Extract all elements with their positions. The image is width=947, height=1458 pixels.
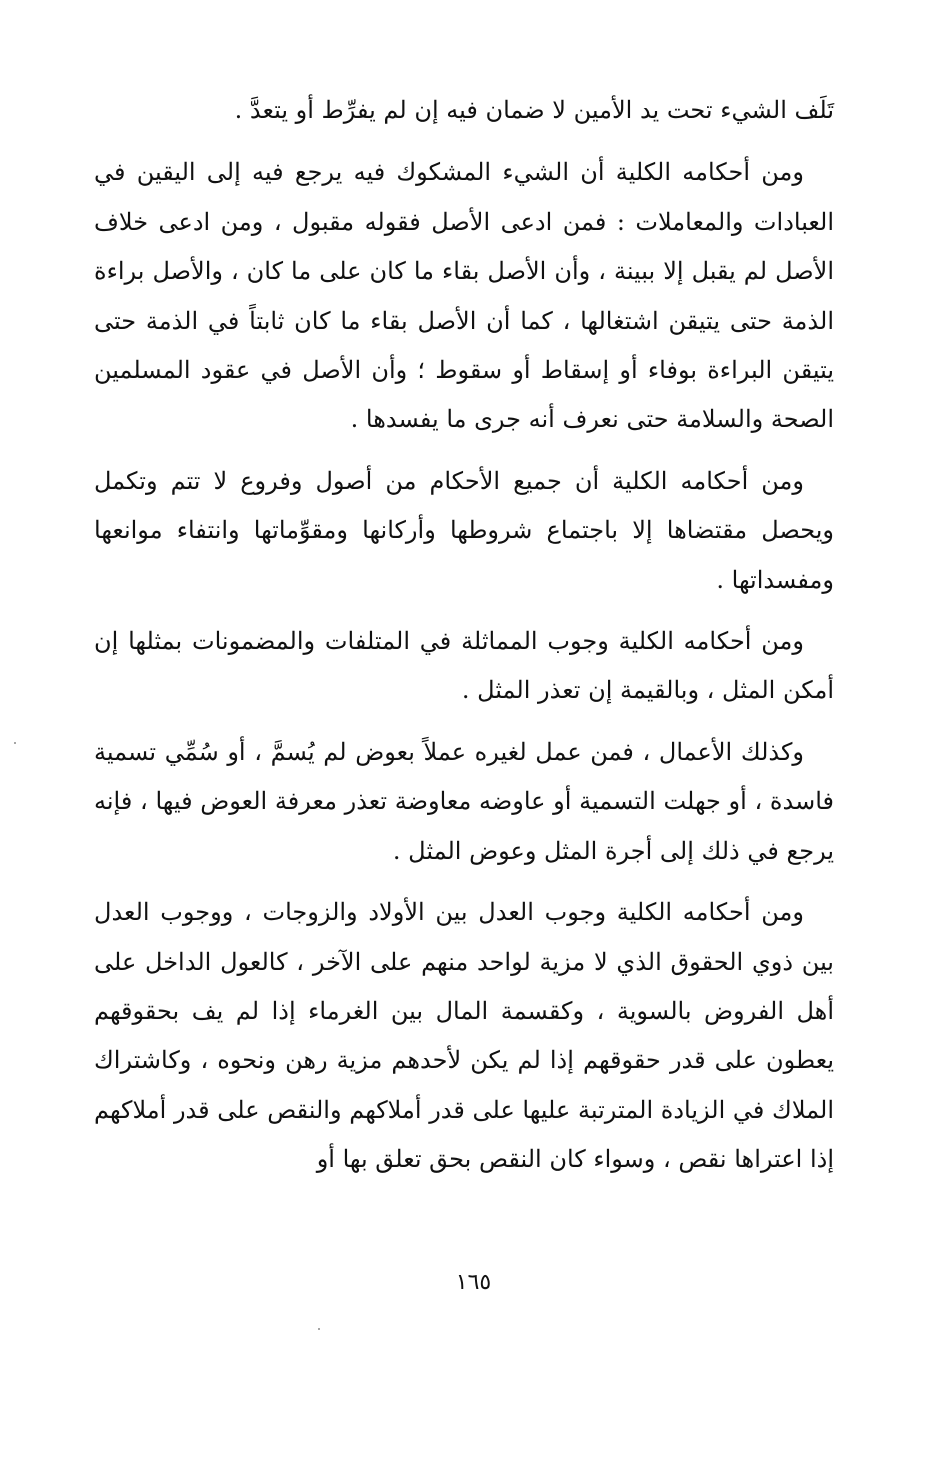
paragraph: ومن أحكامه الكلية أن الشيء المشكوك فيه يرجع فيه إلى اليقين في العبادات والمعاملات : فمن ادعى الأصل فقوله مقبول ، ومن ادعى خلاف الأصل لم يقبل إلا ببينة ، وأن الأصل بقاء ما كان على ما كان ، والأصل براءة الذمة حتى يتيقن اشتغالها ، كما أن الأصل بقاء ما كان ثابتاً في الذمة حتى يتيقن البراءة بوفاء أو إسقاط أو سقوط ؛ وأن الأصل في عقود المسلمين الصحة والسلامة حتى نعرف أنه جرى ما يفسدها . [94, 158, 834, 434]
paragraph: ومن أحكامه الكلية وجوب المماثلة في المتلفات والمضمونات بمثلها إن أمكن المثل ، وبالقيمة إن تعذر المثل . [94, 627, 834, 705]
scan-speck [14, 742, 16, 744]
scan-speck [318, 1328, 320, 1330]
body-text [94, 86, 834, 1197]
paragraph: تَلَف الشيء تحت يد الأمين لا ضمان فيه إن لم يفرِّط أو يتعدَّ . [234, 96, 834, 124]
page-number: ١٦٥ [455, 1270, 492, 1295]
paragraph: وكذلك الأعمال ، فمن عمل لغيره عملاً بعوض لم يُسمَّ ، أو سُمِّي تسمية فاسدة ، أو جهلت التسمية أو عاوضه معاوضة تعذر معرفة العوض فيها ، فإنه يرجع في ذلك إلى أجرة المثل وعوض المثل . [94, 737, 834, 865]
paragraph: ومن أحكامه الكلية وجوب العدل بين الأولاد والزوجات ، ووجوب العدل بين ذوي الحقوق الذي لا مزية لواحد منهم على الآخر ، كالعول الداخل على أهل الفروض بالسوية ، وكقسمة المال بين الغرماء إذا لم يف بحقوقهم يعطون على قدر حقوقهم إذا لم يكن لأحدهم مزية رهن ونحوه ، وكاشتراك الملاك في الزيادة المترتبة عليها على قدر أملاكهم والنقص على قدر أملاكهم إذا اعتراها نقص ، وسواء كان النقص بحق تعلق بها أو [94, 898, 834, 1174]
paragraph: ومن أحكامه الكلية أن جميع الأحكام من أصول وفروع لا تتم وتكمل ويحصل مقتضاها إلا باجتماع شروطها وأركانها ومقوِّماتها وانتفاء موانعها ومفسداتها . [94, 466, 834, 594]
